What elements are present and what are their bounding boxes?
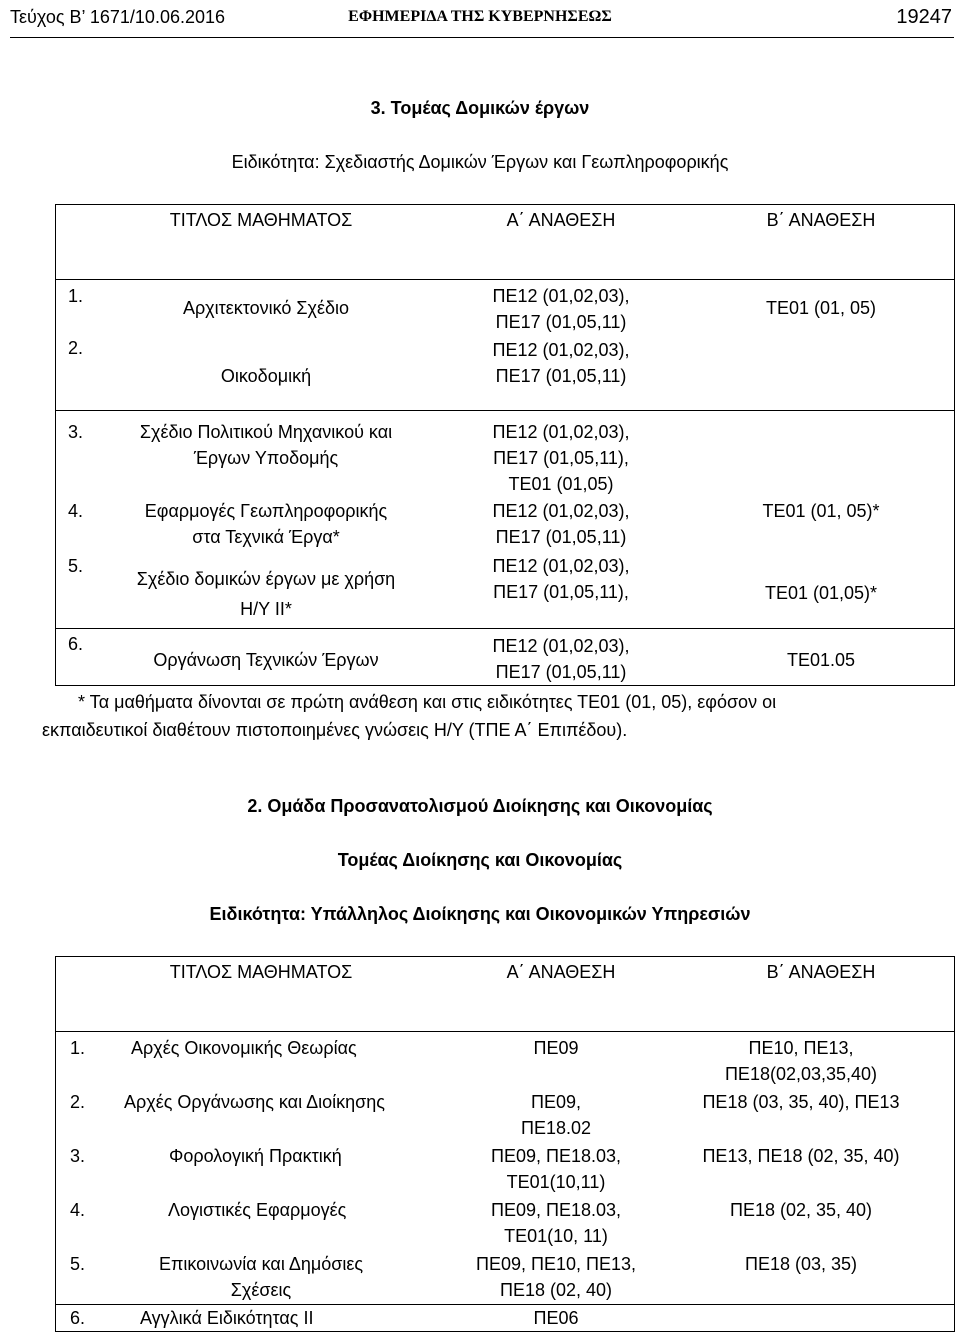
row-number: 1.: [70, 1038, 86, 1058]
course-title: Αρχιτεκτονικό Σχέδιο: [182, 298, 350, 318]
a-assignment: ΠΕ12 (01,02,03),: [492, 422, 630, 442]
a-assignment: ΠΕ17 (01,05,11): [495, 662, 627, 682]
a-assignment: ΠΕ12 (01,02,03),: [492, 556, 630, 576]
courses-table-1: [55, 204, 955, 686]
course-title: Αγγλικά Ειδικότητας ΙΙ: [140, 1308, 314, 1328]
b-assignment: ΠΕ18 (03, 35): [744, 1254, 858, 1274]
row-number: 4.: [70, 1200, 86, 1220]
header-rule: [10, 37, 954, 38]
col-header-b: Β΄ ΑΝΑΘΕΣΗ: [766, 210, 876, 230]
course-title: Έργων Υποδομής: [193, 448, 339, 468]
b-assignment: ΤΕ01 (01,05)*: [764, 583, 878, 603]
page-number: 19247: [896, 6, 952, 28]
row-number: 5.: [68, 556, 84, 576]
col-header-title: ΤΙΤΛΟΣ ΜΑΘΗΜΑΤΟΣ: [169, 210, 353, 230]
a-assignment: ΠΕ17 (01,05,11): [495, 527, 627, 547]
courses-table-2: [55, 956, 955, 1332]
a-assignment: ΠΕ06: [533, 1308, 579, 1328]
course-title: Σχέσεις: [230, 1280, 292, 1300]
b-assignment: ΠΕ10, ΠΕ13,: [748, 1038, 854, 1058]
b-assignment: ΠΕ18(02,03,35,40): [724, 1064, 878, 1084]
issue-info: Τεύχος Β’ 1671/10.06.2016: [10, 7, 226, 27]
course-title: Λογιστικές Εφαρμογές: [168, 1200, 347, 1220]
a-assignment: ΤΕ01(10, 11): [504, 1226, 608, 1246]
row-number: 3.: [68, 422, 84, 442]
b-assignment: ΠΕ18 (02, 35, 40): [729, 1200, 873, 1220]
a-assignment: ΠΕ09,: [530, 1092, 582, 1112]
course-title: Αρχές Οικονομικής Θεωρίας: [131, 1038, 357, 1058]
a-assignment: ΠΕ17 (01,05,11): [495, 312, 627, 332]
row-number: 1.: [68, 286, 84, 306]
a-assignment: ΠΕ09, ΠΕ10, ΠΕ13,: [475, 1254, 637, 1274]
specialty-title: Ειδικότητα: Υπάλληλος Διοίκησης και Οικονομικών Υπηρεσιών: [209, 904, 751, 924]
course-title: Οργάνωση Τεχνικών Έργων: [153, 650, 379, 670]
a-assignment: ΠΕ18.02: [520, 1118, 592, 1138]
row-number: 6.: [68, 634, 84, 654]
a-assignment: ΠΕ09: [533, 1038, 579, 1058]
course-title: Η/Υ ΙΙ*: [240, 599, 292, 619]
page-header: [0, 4, 960, 34]
a-assignment: ΠΕ09, ΠΕ18.03,: [490, 1146, 622, 1166]
a-assignment: ΠΕ17 (01,05,11),: [493, 448, 629, 468]
row-number: 3.: [70, 1146, 86, 1166]
course-title: Σχέδιο δομικών έργων με χρήση: [136, 569, 396, 589]
row-number: 4.: [68, 501, 84, 521]
course-title: Οικοδομική: [220, 366, 312, 386]
footnote: [42, 688, 935, 744]
col-header-a: Α΄ ΑΝΑΘΕΣΗ: [506, 962, 616, 982]
sector-title: Τομέας Διοίκησης και Οικονομίας: [337, 850, 623, 870]
a-assignment: ΠΕ12 (01,02,03),: [492, 340, 630, 360]
row-number: 5.: [70, 1254, 86, 1274]
course-title: Εφαρμογές Γεωπληροφορικής: [144, 501, 388, 521]
course-title: Επικοινωνία και Δημόσιες: [158, 1254, 364, 1274]
footnote-line: εκπαιδευτικοί διαθέτουν πιστοποιημένες γνώσεις Η/Υ (ΤΠΕ Α΄ Επιπέδου).: [42, 720, 628, 740]
footnote-line: * Τα μαθήματα δίνονται σε πρώτη ανάθεση και στις ειδικότητες ΤΕ01 (01, 05), εφόσον οι: [78, 692, 777, 712]
a-assignment: ΠΕ17 (01,05,11): [495, 366, 627, 386]
a-assignment: ΠΕ09, ΠΕ18.03,: [490, 1200, 622, 1220]
gazette-title: ΕΦΗΜΕΡΙΔΑ ΤΗΣ ΚΥΒΕΡΝΗΣΕΩΣ: [348, 8, 612, 25]
a-assignment: ΠΕ12 (01,02,03),: [492, 286, 630, 306]
b-assignment: ΤΕ01.05: [786, 650, 856, 670]
col-header-title: ΤΙΤΛΟΣ ΜΑΘΗΜΑΤΟΣ: [169, 962, 353, 982]
course-title: Σχέδιο Πολιτικού Μηχανικού και: [139, 422, 393, 442]
row-number: 2.: [68, 338, 84, 358]
a-assignment: ΤΕ01 (01,05): [508, 474, 614, 494]
col-header-b: Β΄ ΑΝΑΘΕΣΗ: [766, 962, 876, 982]
b-assignment: ΠΕ13, ΠΕ18 (02, 35, 40): [702, 1146, 900, 1166]
table-divider: [56, 279, 954, 280]
course-title: στα Τεχνικά Έργα*: [192, 527, 340, 547]
b-assignment: ΤΕ01 (01, 05)*: [762, 501, 880, 521]
table-divider: [56, 628, 954, 629]
course-title: Φορολογική Πρακτική: [169, 1146, 342, 1166]
a-assignment: ΤΕ01(10,11): [506, 1172, 606, 1192]
course-title: Αρχές Οργάνωσης και Διοίκησης: [124, 1092, 385, 1112]
specialty-title: Ειδικότητα: Σχεδιαστής Δομικών Έργων και Γεωπληροφορικής: [231, 152, 729, 172]
table-divider: [56, 410, 954, 411]
sector-title: 3. Τομέας Δομικών έργων: [370, 98, 590, 118]
row-number: 2.: [70, 1092, 86, 1112]
b-assignment: ΤΕ01 (01, 05): [765, 298, 877, 318]
b-assignment: ΠΕ18 (03, 35, 40), ΠΕ13: [702, 1092, 900, 1112]
group-title: 2. Ομάδα Προσανατολισμού Διοίκησης και Οικονομίας: [247, 796, 713, 816]
row-number: 6.: [70, 1308, 86, 1328]
col-header-a: Α΄ ΑΝΑΘΕΣΗ: [506, 210, 616, 230]
a-assignment: ΠΕ12 (01,02,03),: [492, 501, 630, 521]
table-divider: [56, 1031, 954, 1032]
a-assignment: ΠΕ18 (02, 40): [499, 1280, 613, 1300]
a-assignment: ΠΕ12 (01,02,03),: [492, 636, 630, 656]
a-assignment: ΠΕ17 (01,05,11),: [493, 582, 629, 602]
